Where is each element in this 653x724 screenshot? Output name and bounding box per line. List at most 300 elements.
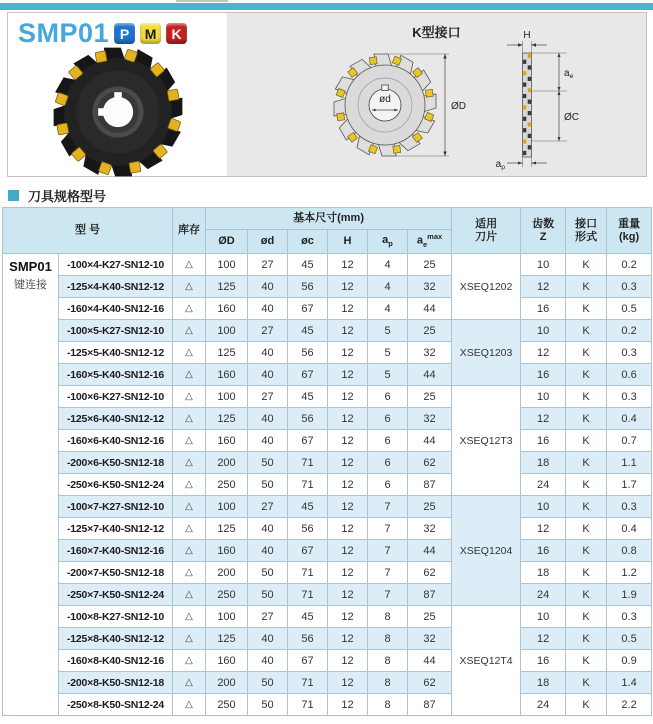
teeth-cell: 24: [521, 694, 566, 716]
dim-cell: 71: [288, 584, 328, 606]
outer-diameter-label: ØD: [451, 101, 466, 112]
dim-cell: 12: [328, 496, 368, 518]
model-cell: -200×7-K50-SN12-18: [59, 562, 173, 584]
dim-cell: 40: [248, 364, 288, 386]
stock-cell: △: [173, 452, 206, 474]
col-model: 型 号: [3, 208, 173, 254]
weight-cell: 2.2: [607, 694, 652, 716]
dim-cell: 40: [248, 430, 288, 452]
dim-cell: 250: [206, 694, 248, 716]
section-bullet-icon: [8, 190, 19, 201]
accent-bar: [0, 3, 653, 10]
series-name: SMP01: [18, 18, 110, 48]
teeth-cell: 16: [521, 364, 566, 386]
weight-cell: 0.6: [607, 364, 652, 386]
interface-cell: K: [566, 254, 607, 276]
dim-cell: 40: [248, 408, 288, 430]
ap-label: $a_p$: [495, 159, 505, 171]
model-cell: -160×6-K40-SN12-16: [59, 430, 173, 452]
badge-m: M: [140, 23, 161, 44]
dim-cell: 250: [206, 474, 248, 496]
cutter-bore: [103, 97, 133, 127]
dim-cell: 45: [288, 386, 328, 408]
stock-cell: △: [173, 606, 206, 628]
stock-cell: △: [173, 342, 206, 364]
product-photo-panel: [8, 13, 227, 176]
stock-cell: △: [173, 650, 206, 672]
dim-cell: 125: [206, 408, 248, 430]
dim-cell: 160: [206, 430, 248, 452]
interface-cell: K: [566, 452, 607, 474]
weight-cell: 0.4: [607, 518, 652, 540]
spec-row: [3, 562, 652, 584]
interface-cell: K: [566, 628, 607, 650]
weight-cell: 0.5: [607, 628, 652, 650]
spec-row: [3, 408, 652, 430]
dim-cell: 62: [408, 672, 452, 694]
dim-cell: 12: [328, 650, 368, 672]
dim-cell: 40: [248, 650, 288, 672]
dim-cell: 40: [248, 540, 288, 562]
dim-cell: 27: [248, 386, 288, 408]
weight-cell: 0.2: [607, 254, 652, 276]
dim-cell: 6: [368, 474, 408, 496]
dim-cell: 71: [288, 672, 328, 694]
teeth-cell: 16: [521, 540, 566, 562]
interface-cell: K: [566, 518, 607, 540]
dim-cell: 32: [408, 518, 452, 540]
stock-cell: △: [173, 672, 206, 694]
spec-table-body: [3, 254, 652, 716]
dim-cell: 5: [368, 320, 408, 342]
side-view: [496, 30, 579, 171]
stock-cell: △: [173, 364, 206, 386]
dim-cell: 40: [248, 276, 288, 298]
dim-cell: 27: [248, 254, 288, 276]
interface-cell: K: [566, 562, 607, 584]
dim-cell: 71: [288, 694, 328, 716]
dim-cell: 8: [368, 672, 408, 694]
diagram-panel: [227, 13, 646, 176]
col-h: H: [328, 230, 368, 254]
dim-cell: 50: [248, 584, 288, 606]
stock-cell: △: [173, 430, 206, 452]
dim-cell: 125: [206, 342, 248, 364]
dim-cell: 56: [288, 276, 328, 298]
model-cell: -160×7-K40-SN12-16: [59, 540, 173, 562]
spec-table-header: [3, 208, 652, 254]
dim-cell: 12: [328, 540, 368, 562]
spec-row: [3, 628, 652, 650]
dim-cell: 125: [206, 518, 248, 540]
dim-cell: 50: [248, 694, 288, 716]
dim-cell: 45: [288, 254, 328, 276]
interface-cell: K: [566, 342, 607, 364]
dim-cell: 12: [328, 364, 368, 386]
model-cell: -250×7-K50-SN12-24: [59, 584, 173, 606]
col-aemax: $a_e^{max}$: [408, 230, 452, 254]
insert-cell: XSEQ1203: [452, 320, 521, 386]
weight-cell: 0.3: [607, 342, 652, 364]
dim-cell: 12: [328, 342, 368, 364]
cutter-notch: [98, 108, 105, 116]
interface-cell: K: [566, 694, 607, 716]
col-insert: 适用 刀片: [452, 208, 521, 254]
dim-cell: 45: [288, 320, 328, 342]
dim-cell: 100: [206, 254, 248, 276]
insert-cell: XSEQ12T3: [452, 386, 521, 496]
interface-cell: K: [566, 276, 607, 298]
dim-cell: 25: [408, 254, 452, 276]
dim-cell: 50: [248, 672, 288, 694]
dim-cell: 200: [206, 672, 248, 694]
dim-cell: 87: [408, 474, 452, 496]
teeth-cell: 16: [521, 650, 566, 672]
dim-cell: 27: [248, 496, 288, 518]
dim-cell: 6: [368, 386, 408, 408]
dim-cell: 71: [288, 452, 328, 474]
dim-cell: 7: [368, 540, 408, 562]
dim-cell: 8: [368, 650, 408, 672]
dim-cell: 32: [408, 628, 452, 650]
teeth-cell: 18: [521, 672, 566, 694]
interface-cell: K: [566, 298, 607, 320]
spec-row: [3, 496, 652, 518]
col-teeth: 齿数 Z: [521, 208, 566, 254]
dim-cell: 56: [288, 628, 328, 650]
interface-cell: K: [566, 650, 607, 672]
dim-cell: 50: [248, 474, 288, 496]
weight-cell: 0.2: [607, 320, 652, 342]
interface-cell: K: [566, 672, 607, 694]
teeth-cell: 12: [521, 628, 566, 650]
dim-cell: 56: [288, 408, 328, 430]
insert-cell: XSEQ1202: [452, 254, 521, 320]
dim-cell: 12: [328, 694, 368, 716]
model-cell: -200×8-K50-SN12-18: [59, 672, 173, 694]
dim-cell: 8: [368, 628, 408, 650]
dim-cell: 12: [328, 606, 368, 628]
spec-row: [3, 342, 652, 364]
insert-cell: XSEQ1204: [452, 496, 521, 606]
dim-cell: 200: [206, 562, 248, 584]
dim-cell: 44: [408, 650, 452, 672]
dim-cell: 12: [328, 254, 368, 276]
stock-cell: △: [173, 584, 206, 606]
stock-cell: △: [173, 320, 206, 342]
model-cell: -160×4-K40-SN12-16: [59, 298, 173, 320]
technical-drawing: [227, 13, 646, 176]
stock-cell: △: [173, 694, 206, 716]
col-stock: 库存: [173, 208, 206, 254]
teeth-cell: 12: [521, 518, 566, 540]
dim-cell: 32: [408, 342, 452, 364]
c-diameter-label: ØC: [564, 112, 579, 123]
teeth-cell: 18: [521, 562, 566, 584]
stock-cell: △: [173, 562, 206, 584]
weight-cell: 0.8: [607, 540, 652, 562]
stock-cell: △: [173, 298, 206, 320]
dim-cell: 32: [408, 276, 452, 298]
spec-row: [3, 276, 652, 298]
interface-cell: K: [566, 430, 607, 452]
spec-row: [3, 386, 652, 408]
dim-cell: 40: [248, 298, 288, 320]
cutter-keyway: [114, 92, 122, 99]
dim-cell: 50: [248, 452, 288, 474]
dim-cell: 25: [408, 496, 452, 518]
interface-cell: K: [566, 320, 607, 342]
weight-cell: 0.3: [607, 276, 652, 298]
interface-cell: K: [566, 364, 607, 386]
teeth-cell: 10: [521, 386, 566, 408]
interface-cell: K: [566, 496, 607, 518]
spec-row: [3, 320, 652, 342]
dim-cell: 8: [368, 694, 408, 716]
dim-cell: 7: [368, 496, 408, 518]
dim-cell: 12: [328, 386, 368, 408]
dim-cell: 12: [328, 276, 368, 298]
dim-cell: 125: [206, 276, 248, 298]
dim-cell: 8: [368, 606, 408, 628]
spec-row: [3, 452, 652, 474]
dim-cell: 40: [248, 342, 288, 364]
dim-cell: 25: [408, 606, 452, 628]
dim-cell: 100: [206, 386, 248, 408]
stock-cell: △: [173, 276, 206, 298]
spec-row: [3, 650, 652, 672]
series-cell: SMP01 键连接: [3, 254, 59, 716]
dim-cell: 160: [206, 540, 248, 562]
stock-cell: △: [173, 628, 206, 650]
stock-cell: △: [173, 254, 206, 276]
dim-cell: 50: [248, 562, 288, 584]
col-bore: ød: [248, 230, 288, 254]
dim-cell: 25: [408, 320, 452, 342]
spec-row: [3, 540, 652, 562]
dim-cell: 250: [206, 584, 248, 606]
width-label: H: [523, 30, 531, 41]
model-cell: -125×7-K40-SN12-12: [59, 518, 173, 540]
dim-cell: 40: [248, 518, 288, 540]
interface-cell: K: [566, 540, 607, 562]
dim-cell: 71: [288, 562, 328, 584]
dim-cell: 12: [328, 298, 368, 320]
dim-cell: 62: [408, 562, 452, 584]
model-cell: -125×5-K40-SN12-12: [59, 342, 173, 364]
insert-cell: XSEQ12T4: [452, 606, 521, 716]
teeth-cell: 12: [521, 342, 566, 364]
model-cell: -160×8-K40-SN12-16: [59, 650, 173, 672]
dim-cell: 12: [328, 430, 368, 452]
dim-cell: 12: [328, 474, 368, 496]
col-interface: 接口 形式: [566, 208, 607, 254]
model-cell: -100×6-K27-SN12-10: [59, 386, 173, 408]
dim-cell: 40: [248, 628, 288, 650]
product-hero: [7, 12, 647, 177]
front-view: [334, 54, 466, 156]
interface-cell: K: [566, 408, 607, 430]
model-cell: -100×4-K27-SN12-10: [59, 254, 173, 276]
stock-cell: △: [173, 474, 206, 496]
ae-label: $a_e$: [564, 68, 574, 80]
dim-cell: 12: [328, 584, 368, 606]
dim-cell: 7: [368, 562, 408, 584]
weight-cell: 0.7: [607, 430, 652, 452]
dim-cell: 160: [206, 364, 248, 386]
model-cell: -100×5-K27-SN12-10: [59, 320, 173, 342]
spec-row: [3, 298, 652, 320]
model-cell: -200×6-K50-SN12-18: [59, 452, 173, 474]
teeth-cell: 24: [521, 584, 566, 606]
stock-cell: △: [173, 386, 206, 408]
teeth-cell: 24: [521, 474, 566, 496]
spec-row: [3, 672, 652, 694]
dim-cell: 4: [368, 298, 408, 320]
weight-cell: 0.9: [607, 650, 652, 672]
weight-cell: 0.3: [607, 496, 652, 518]
dim-cell: 44: [408, 430, 452, 452]
spec-row: [3, 364, 652, 386]
interface-cell: K: [566, 474, 607, 496]
model-cell: -250×6-K50-SN12-24: [59, 474, 173, 496]
dim-cell: 44: [408, 298, 452, 320]
interface-cell: K: [566, 386, 607, 408]
dim-cell: 6: [368, 408, 408, 430]
teeth-cell: 12: [521, 408, 566, 430]
dim-cell: 44: [408, 364, 452, 386]
dim-cell: 67: [288, 298, 328, 320]
spec-row: [3, 694, 652, 716]
clipped-top-text: [176, 0, 228, 2]
dim-cell: 6: [368, 452, 408, 474]
dim-cell: 25: [408, 386, 452, 408]
weight-cell: 0.5: [607, 298, 652, 320]
model-cell: -125×6-K40-SN12-12: [59, 408, 173, 430]
dim-cell: 200: [206, 452, 248, 474]
dim-cell: 12: [328, 672, 368, 694]
col-od: ØD: [206, 230, 248, 254]
dim-cell: 5: [368, 364, 408, 386]
dim-cell: 5: [368, 342, 408, 364]
dim-cell: 32: [408, 408, 452, 430]
stock-cell: △: [173, 518, 206, 540]
dim-cell: 67: [288, 430, 328, 452]
dim-cell: 27: [248, 320, 288, 342]
dim-cell: 12: [328, 518, 368, 540]
spec-row: [3, 254, 652, 276]
weight-cell: 1.9: [607, 584, 652, 606]
dim-cell: 62: [408, 452, 452, 474]
dim-cell: 125: [206, 628, 248, 650]
dim-cell: 160: [206, 650, 248, 672]
dim-cell: 100: [206, 606, 248, 628]
dim-cell: 4: [368, 254, 408, 276]
interface-cell: K: [566, 584, 607, 606]
spec-row: [3, 430, 652, 452]
teeth-cell: 16: [521, 298, 566, 320]
dim-cell: 7: [368, 518, 408, 540]
weight-cell: 1.7: [607, 474, 652, 496]
diagram-title: K型接口: [412, 25, 461, 40]
weight-cell: 0.4: [607, 408, 652, 430]
dim-cell: 67: [288, 540, 328, 562]
weight-cell: 1.4: [607, 672, 652, 694]
model-cell: -160×5-K40-SN12-16: [59, 364, 173, 386]
dim-cell: 87: [408, 584, 452, 606]
spec-row: [3, 474, 652, 496]
teeth-cell: 10: [521, 320, 566, 342]
dim-cell: 44: [408, 540, 452, 562]
dim-cell: 100: [206, 320, 248, 342]
dim-cell: 12: [328, 628, 368, 650]
dim-cell: 6: [368, 430, 408, 452]
teeth-cell: 10: [521, 496, 566, 518]
col-c: øc: [288, 230, 328, 254]
teeth-cell: 16: [521, 430, 566, 452]
teeth-cell: 10: [521, 254, 566, 276]
dim-cell: 67: [288, 650, 328, 672]
dim-cell: 12: [328, 408, 368, 430]
spec-table: [2, 207, 652, 716]
dim-cell: 160: [206, 298, 248, 320]
dim-cell: 45: [288, 606, 328, 628]
stock-cell: △: [173, 408, 206, 430]
weight-cell: 1.2: [607, 562, 652, 584]
model-cell: -100×8-K27-SN12-10: [59, 606, 173, 628]
teeth-cell: 12: [521, 276, 566, 298]
model-cell: -100×7-K27-SN12-10: [59, 496, 173, 518]
dim-cell: 27: [248, 606, 288, 628]
dim-cell: 12: [328, 452, 368, 474]
dim-cell: 4: [368, 276, 408, 298]
dim-cell: 12: [328, 320, 368, 342]
spec-row: [3, 584, 652, 606]
section-title: 刀具规格型号: [28, 189, 107, 204]
weight-cell: 0.3: [607, 606, 652, 628]
dim-cell: 12: [328, 562, 368, 584]
model-cell: -125×4-K40-SN12-12: [59, 276, 173, 298]
bore-label: ød: [379, 94, 391, 105]
dim-cell: 100: [206, 496, 248, 518]
cutter-photo-svg: [47, 41, 189, 183]
cutter-photo: [47, 41, 189, 188]
dim-cell: 56: [288, 518, 328, 540]
dim-cell: 45: [288, 496, 328, 518]
teeth-cell: 18: [521, 452, 566, 474]
spec-row: [3, 518, 652, 540]
col-basic-dims: 基本尺寸(mm): [206, 208, 452, 230]
weight-cell: 0.3: [607, 386, 652, 408]
interface-cell: K: [566, 606, 607, 628]
stock-cell: △: [173, 540, 206, 562]
badge-p: P: [114, 23, 135, 44]
dim-cell: 67: [288, 364, 328, 386]
weight-cell: 1.1: [607, 452, 652, 474]
teeth-cell: 10: [521, 606, 566, 628]
model-cell: -250×8-K50-SN12-24: [59, 694, 173, 716]
col-weight: 重量 (kg): [607, 208, 652, 254]
dim-cell: 56: [288, 342, 328, 364]
spec-row: [3, 606, 652, 628]
model-cell: -125×8-K40-SN12-12: [59, 628, 173, 650]
section-header: [8, 186, 106, 205]
dim-cell: 87: [408, 694, 452, 716]
dim-cell: 71: [288, 474, 328, 496]
badge-k: K: [166, 23, 187, 44]
dim-cell: 7: [368, 584, 408, 606]
col-ap: $a_p$: [368, 230, 408, 254]
